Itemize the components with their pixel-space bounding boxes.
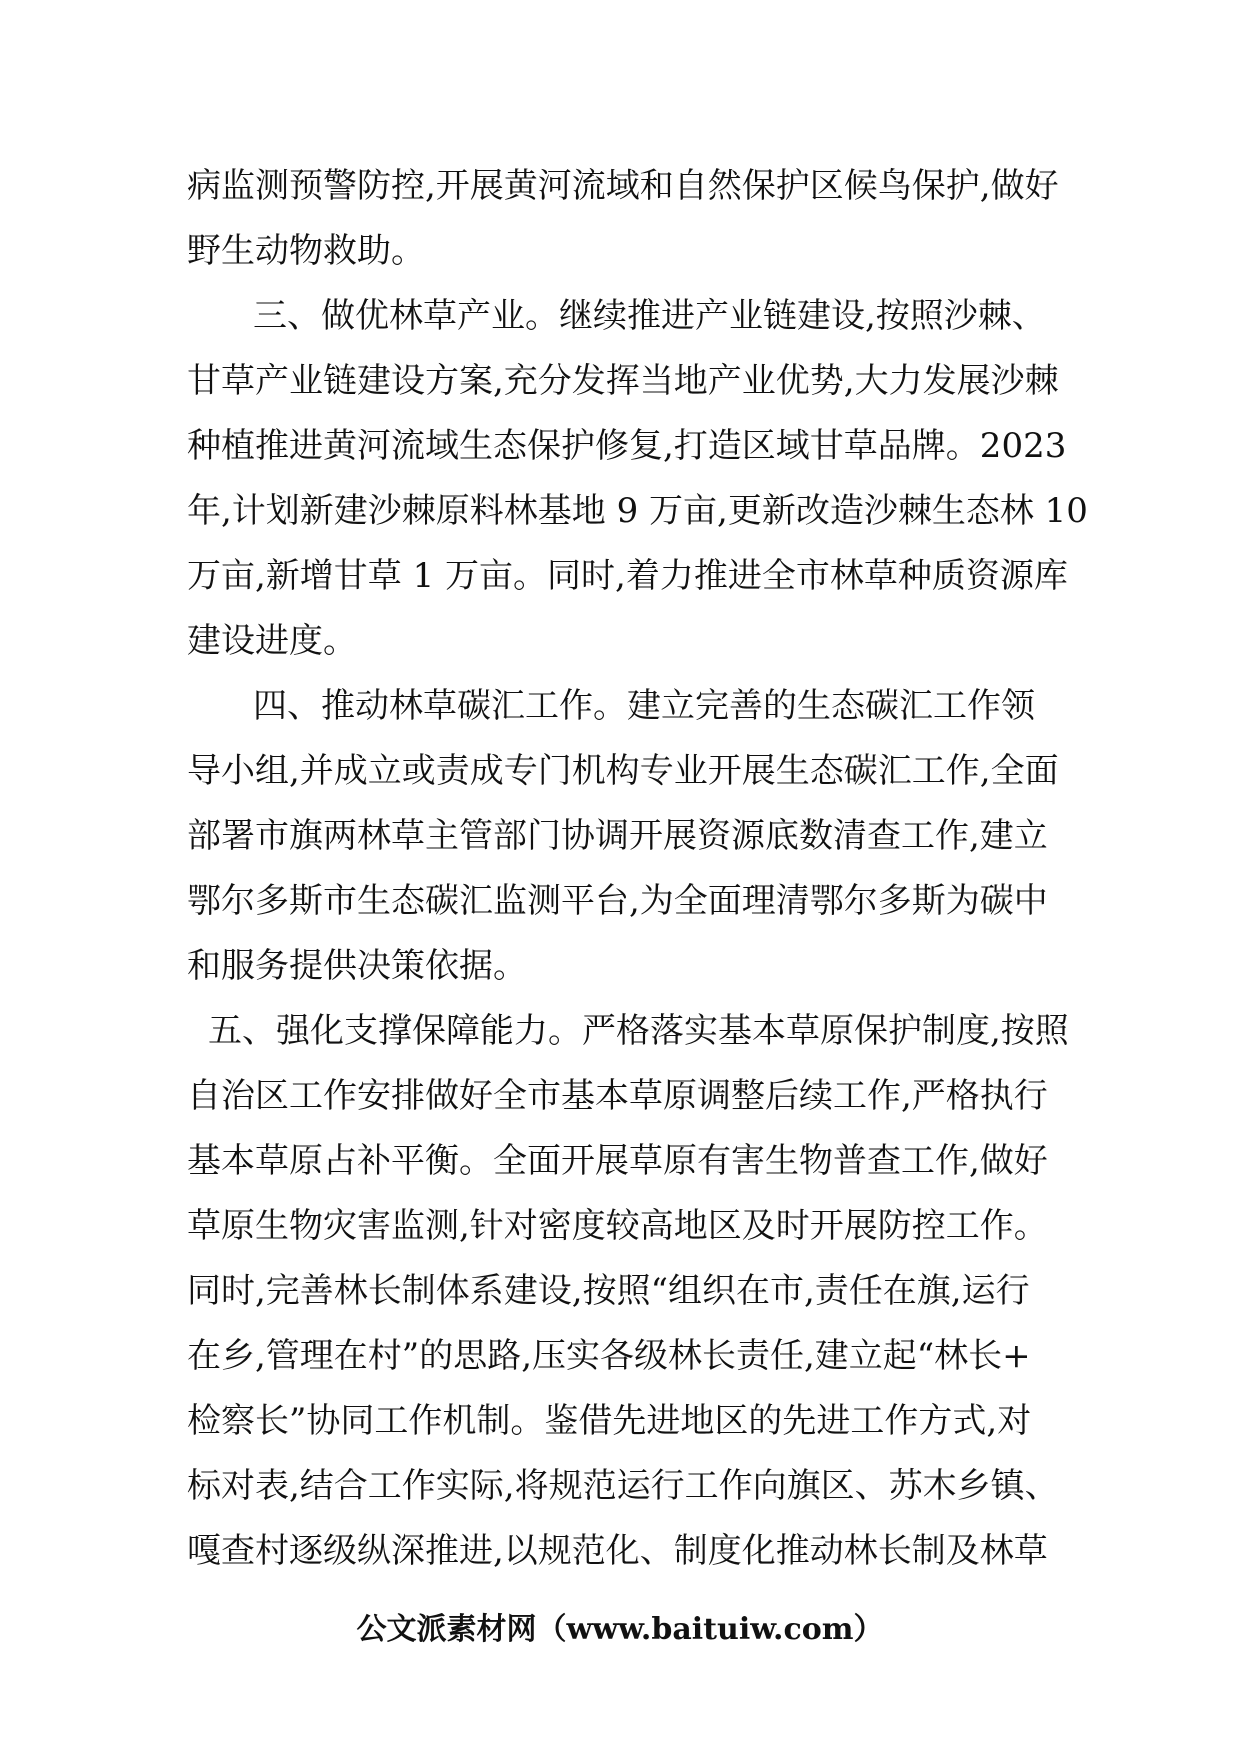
body-line: 万亩,新增甘草 1 万亩。同时,着力推进全市林草种质资源库 bbox=[187, 556, 1068, 596]
body-line: 建设进度。 bbox=[187, 621, 357, 661]
body-line: 自治区工作安排做好全市基本草原调整后续工作,严格执行 bbox=[187, 1076, 1048, 1116]
section-5-heading-line: 五、强化支撑保障能力。严格落实基本草原保护制度,按照 bbox=[208, 1011, 1069, 1051]
body-line: 基本草原占补平衡。全面开展草原有害生物普查工作,做好 bbox=[187, 1141, 1048, 1181]
body-line: 导小组,并成立或责成专门机构专业开展生态碳汇工作,全面 bbox=[187, 751, 1059, 791]
footer-watermark: 公文派素材网（www.baituiw.com） bbox=[356, 1612, 884, 1647]
section-4-heading-line: 四、推动林草碳汇工作。建立完善的生态碳汇工作领 bbox=[253, 686, 1035, 726]
body-line: 在乡,管理在村”的思路,压实各级林长责任,建立起“林长+ bbox=[187, 1336, 1031, 1376]
body-line: 同时,完善林长制体系建设,按照“组织在市,责任在旗,运行 bbox=[187, 1271, 1030, 1311]
body-line: 年,计划新建沙棘原料林基地 9 万亩,更新改造沙棘生态林 10 bbox=[187, 491, 1088, 531]
body-line: 草原生物灾害监测,针对密度较高地区及时开展防控工作。 bbox=[187, 1206, 1048, 1246]
body-line: 野生动物救助。 bbox=[187, 231, 425, 271]
body-line: 嘎查村逐级纵深推进,以规范化、制度化推动林长制及林草 bbox=[187, 1531, 1048, 1571]
section-3-heading-line: 三、做优林草产业。继续推进产业链建设,按照沙棘、 bbox=[253, 296, 1046, 336]
body-line: 种植推进黄河流域生态保护修复,打造区域甘草品牌。2023 bbox=[187, 426, 1067, 466]
body-line: 标对表,结合工作实际,将规范运行工作向旗区、苏木乡镇、 bbox=[187, 1466, 1059, 1506]
body-line: 病监测预警防控,开展黄河流域和自然保护区候鸟保护,做好 bbox=[187, 166, 1059, 206]
body-line: 和服务提供决策依据。 bbox=[187, 946, 527, 986]
body-line: 鄂尔多斯市生态碳汇监测平台,为全面理清鄂尔多斯为碳中 bbox=[187, 881, 1048, 921]
body-line: 部署市旗两林草主管部门协调开展资源底数清查工作,建立 bbox=[187, 816, 1048, 856]
body-line: 检察长”协同工作机制。鉴借先进地区的先进工作方式,对 bbox=[187, 1401, 1032, 1441]
body-line: 甘草产业链建设方案,充分发挥当地产业优势,大力发展沙棘 bbox=[187, 361, 1059, 401]
